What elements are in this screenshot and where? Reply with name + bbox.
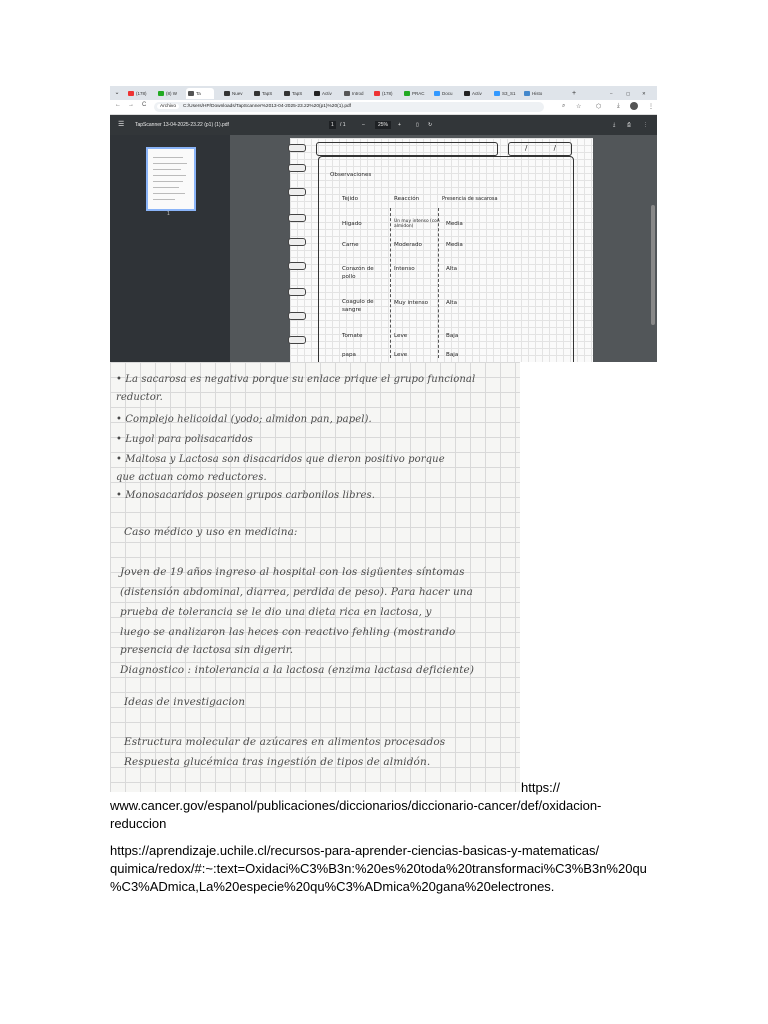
print-icon[interactable]: ⎙ (627, 122, 632, 128)
scanned-page (290, 138, 593, 362)
tab-label: Activ (322, 91, 332, 96)
browser-tab[interactable] (492, 88, 520, 99)
zoom-out-button[interactable]: – (362, 122, 365, 128)
spiral-ring (288, 312, 306, 320)
cell-reaction: Moderado (394, 242, 422, 248)
browser-tab[interactable] (312, 88, 340, 99)
download-icon[interactable]: ⤓ (617, 103, 620, 109)
tab-favicon-icon (434, 91, 440, 96)
tab-label: Activ (472, 91, 482, 96)
spiral-ring (288, 238, 306, 246)
page-thumbnail[interactable] (146, 147, 196, 211)
observations-heading: Observaciones (330, 172, 372, 178)
url-text: C:/Users/HP/Downloads/TapScanner%2013-04-2025-23.22%20(p1)%20(1).pdf (183, 104, 351, 109)
browser-tab[interactable] (372, 88, 400, 99)
tab-favicon-icon (374, 91, 380, 96)
browser-tab[interactable] (252, 88, 280, 99)
address-bar-row (110, 100, 657, 115)
tab-label: Histo (532, 91, 543, 96)
reload-icon[interactable]: C (142, 102, 147, 108)
spiral-ring (288, 164, 306, 172)
minimize-icon[interactable]: – (610, 91, 613, 96)
cell-reaction: Muy intenso (394, 300, 429, 306)
browser-tab[interactable] (126, 88, 154, 99)
tab-favicon-icon (404, 91, 410, 96)
cell-presence: Alta (446, 300, 458, 306)
case-title: Caso médico y uso en medicina: (124, 526, 298, 538)
browser-tab[interactable] (156, 88, 184, 99)
ideas-title: Ideas de investigacion (124, 696, 246, 708)
spiral-ring (288, 262, 306, 270)
spiral-ring (288, 214, 306, 222)
link-uchile-line3[interactable]: %C3%ADmica,La%20especie%20qu%C3%ADmica%20gana%20electrones. (110, 879, 555, 894)
tab-label: PRAC (412, 91, 425, 96)
tab-label: TapS (262, 91, 273, 96)
tab-favicon-icon (464, 91, 470, 96)
link-uchile-line2[interactable]: quimica/redox/#:~:text=Oxidaci%C3%B3n:%20es%20toda%20transformaci%C3%B3n%20qu (110, 861, 647, 876)
tab-label: Docu (442, 91, 453, 96)
date-field-box (508, 142, 572, 156)
close-window-icon[interactable]: ✕ (642, 91, 646, 96)
tab-favicon-icon (128, 91, 134, 96)
cell-reaction: Leve (394, 352, 408, 358)
note-line: • La sacarosa es negativa porque su enlace prique el grupo funcional (116, 374, 476, 385)
pdf-more-icon[interactable]: ⋮ (643, 122, 648, 128)
note-line: que actuan como reductores. (116, 472, 267, 483)
header-presence: Presencia de sacarosa (442, 196, 498, 202)
page-frame (318, 156, 574, 362)
idea-line: Respuesta glucémica tras ingestión de tipos de almidón. (124, 756, 431, 768)
bookmark-star-icon[interactable]: ☆ (576, 104, 582, 110)
date-field-text: / / (525, 144, 568, 152)
cell-presence: Alta (446, 266, 458, 272)
tab-label: Introd (352, 91, 364, 96)
cell-reaction: Leve (394, 333, 408, 339)
thumbnail-sidebar (110, 135, 230, 362)
thumbnail-page-number: 1 (167, 211, 170, 217)
extensions-icon[interactable]: ⬡ (596, 104, 602, 110)
menu-kebab-icon[interactable]: ⋮ (648, 104, 654, 110)
link-uchile-line1[interactable]: https://aprendizaje.uchile.cl/recursos-para-aprender-ciencias-basicas-y-matematicas/ (110, 843, 600, 858)
back-icon[interactable]: ← (115, 102, 121, 108)
tab-label: Ta (196, 91, 201, 96)
tab-label: S3_S1 (502, 91, 516, 96)
note-line: reductor. (116, 392, 163, 403)
browser-tab[interactable] (402, 88, 430, 99)
header-tissue: Tejido (342, 196, 358, 202)
cell-reaction: Un muy intenso (con almidon) (394, 219, 440, 229)
forward-icon[interactable]: → (128, 102, 134, 108)
browser-tab[interactable] (222, 88, 250, 99)
browser-tab[interactable] (186, 88, 214, 99)
idea-line: Estructura molecular de azúcares en alimentos procesados (124, 736, 446, 748)
zoom-icon[interactable]: ⌕ (562, 103, 566, 109)
zoom-in-button[interactable]: + (398, 122, 401, 128)
browser-tab-bar (110, 86, 657, 100)
tab-label: TapS (292, 91, 303, 96)
note-line: • Lugol para polisacaridos (116, 434, 253, 445)
browser-tab[interactable] (522, 88, 550, 99)
cell-presence: Baja (446, 333, 459, 339)
tab-favicon-icon (524, 91, 530, 96)
maximize-icon[interactable]: ▢ (626, 91, 631, 96)
cell-tissue: Carne (342, 242, 359, 248)
url-field[interactable] (154, 102, 544, 112)
tab-favicon-icon (254, 91, 260, 96)
cell-tissue: Higado (342, 221, 362, 227)
case-line: luego se analizaron las heces con reactivo fehling (mostrando (120, 626, 456, 638)
pdf-page-total: / 1 (340, 122, 346, 128)
link-cancer-gov-part1[interactable]: https:// (521, 780, 561, 795)
cell-tissue: papa (342, 352, 356, 358)
pdf-page-input[interactable]: 1 (331, 122, 334, 128)
cell-tissue: Tomate (342, 333, 363, 339)
column-divider (390, 208, 391, 358)
spiral-ring (288, 144, 306, 152)
tab-label: Nuev (232, 91, 243, 96)
case-line: prueba de tolerancia se le dio una dieta rica en lactosa, y (120, 606, 432, 618)
tab-favicon-icon (188, 91, 194, 96)
cell-presence: Media (446, 242, 463, 248)
tab-favicon-icon (494, 91, 500, 96)
tab-label: (178) (382, 91, 393, 96)
pdf-download-icon[interactable]: ⤓ (613, 122, 616, 128)
browser-tab[interactable] (432, 88, 460, 99)
diagnosis-line: Diagnostico : intolerancia a la lactosa (enzima lactasa deficiente) (120, 664, 475, 676)
browser-tab[interactable] (342, 88, 370, 99)
tab-favicon-icon (158, 91, 164, 96)
browser-screenshot-image (110, 86, 657, 362)
cell-tissue: Corazón de pollo (342, 266, 374, 280)
fit-page-icon[interactable]: ▯ (416, 122, 419, 128)
link-cancer-gov-part3[interactable]: reduccion (110, 816, 167, 831)
rotate-icon[interactable]: ↻ (428, 122, 433, 128)
spiral-ring (288, 288, 306, 296)
new-tab-button[interactable]: + (572, 90, 577, 97)
link-cancer-gov-part2[interactable]: www.cancer.gov/espanol/publicaciones/diccionarios/diccionario-cancer/def/oxidacion- (110, 798, 602, 813)
tab-label: (178) (136, 91, 147, 96)
pdf-scrollbar[interactable] (651, 205, 655, 325)
browser-tab[interactable] (282, 88, 310, 99)
pdf-menu-icon[interactable]: ☰ (118, 121, 125, 128)
tab-label: (8) W (166, 91, 177, 96)
note-line: • Monosacaridos poseen grupos carbonilos libres. (116, 490, 376, 501)
cell-tissue: Coagulo de sangre (342, 299, 374, 313)
file-chip: Archivo (157, 104, 179, 109)
note-line: • Maltosa y Lactosa son disacaridos que dieron positivo porque (116, 454, 445, 465)
cell-reaction: Intenso (394, 266, 415, 272)
tab-favicon-icon (314, 91, 320, 96)
case-line: presencia de lactosa sin digerir. (120, 644, 294, 656)
note-line: • Complejo helicoidal (yodo; almidon pan, papel). (116, 414, 372, 425)
cell-presence: Media (446, 221, 463, 227)
tab-favicon-icon (344, 91, 350, 96)
column-divider (438, 208, 439, 358)
zoom-level-input[interactable]: 25% (375, 121, 391, 129)
handwritten-notes-image (110, 362, 520, 792)
case-line: (distensión abdominal, diarrea, perdida de peso). Para hacer una (120, 586, 474, 598)
tab-favicon-icon (284, 91, 290, 96)
tab-list-chevron-icon[interactable]: ⌄ (114, 90, 120, 96)
spiral-ring (288, 336, 306, 344)
cell-presence: Baja (446, 352, 459, 358)
pdf-toolbar (110, 115, 657, 135)
case-line: Joven de 19 años ingreso al hospital con los sigüentes síntomas (120, 566, 465, 578)
name-field-box (316, 142, 498, 156)
profile-avatar[interactable] (630, 102, 638, 110)
spiral-ring (288, 188, 306, 196)
pdf-viewport (110, 135, 657, 362)
header-reaction: Reacción (394, 196, 420, 202)
browser-tab[interactable] (462, 88, 490, 99)
tab-favicon-icon (224, 91, 230, 96)
pdf-filename: TapScanner 13-04-2025-23.22 (p1) (1).pdf (135, 122, 229, 128)
